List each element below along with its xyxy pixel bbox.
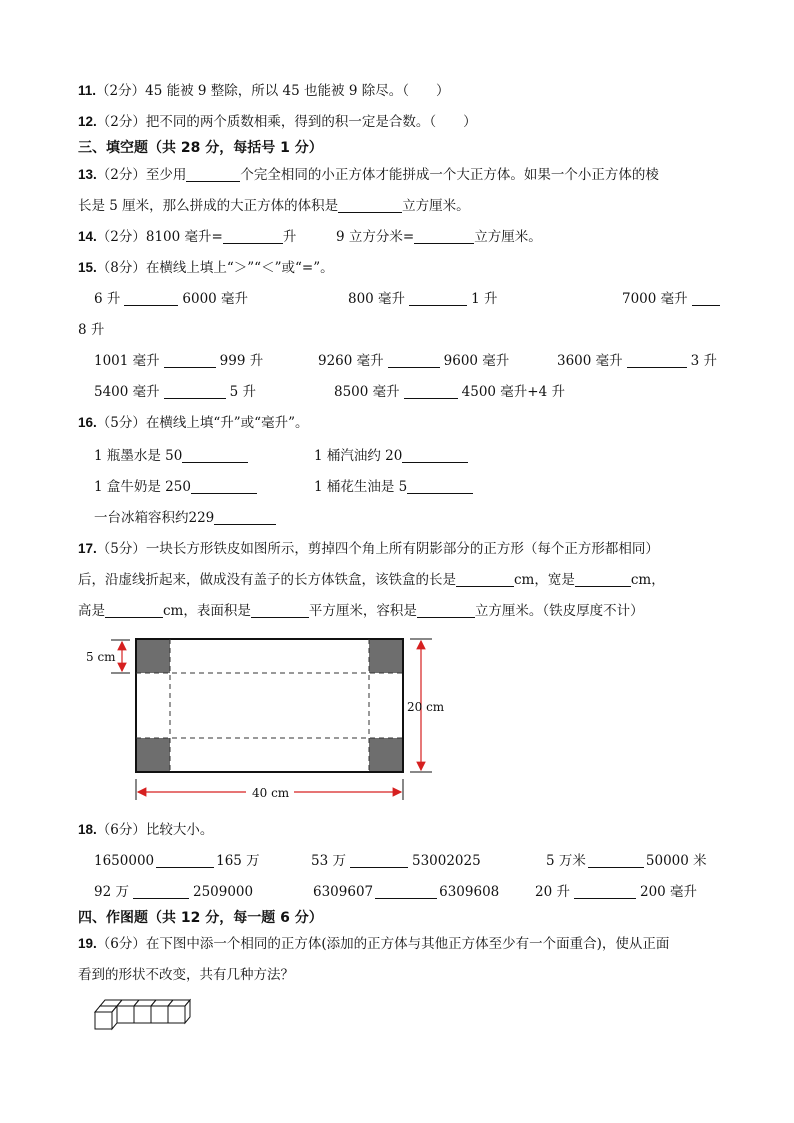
cube bbox=[134, 1006, 151, 1023]
question-text: （2分）至少用 bbox=[96, 167, 187, 183]
item-text: 1 桶花生油是 5 bbox=[314, 479, 408, 495]
item-right: 5 升 bbox=[229, 384, 257, 400]
cube bbox=[168, 1006, 185, 1023]
item-text: 1 盒牛奶是 250 bbox=[94, 479, 191, 495]
item-right: 999 升 bbox=[219, 353, 264, 369]
item-left: 92 万 bbox=[94, 884, 129, 900]
item-right: 6000 毫升 bbox=[182, 291, 249, 307]
dimension-label-left: 5 cm bbox=[86, 650, 116, 664]
item-right: 9600 毫升 bbox=[443, 353, 510, 369]
item-left: 20 升 bbox=[535, 884, 570, 900]
question-number: 13. bbox=[78, 167, 97, 182]
item-right: 3 升 bbox=[690, 353, 718, 369]
corner-square bbox=[369, 738, 402, 771]
question-text: （6分）在下图中添一个相同的正方体(添加的正方体与其他正方体至少有一个面重合)，使从正面 bbox=[96, 936, 670, 952]
item-text: 1 桶汽油约 20 bbox=[314, 448, 403, 464]
question-18 bbox=[78, 821, 213, 839]
cube bbox=[95, 1012, 112, 1029]
question-text: （6分）比较大小。 bbox=[96, 822, 214, 838]
answer-blank[interactable] bbox=[588, 853, 644, 868]
question-text: 升 bbox=[282, 229, 297, 245]
item-left: 5 万米 bbox=[546, 853, 586, 869]
item-right: 1 升 bbox=[471, 291, 498, 307]
item-left: 9260 毫升 bbox=[318, 353, 384, 369]
q18-item bbox=[94, 883, 253, 901]
corner-square bbox=[137, 738, 170, 771]
section-3-heading: 三、填空题（共 28 分，每括号 1 分） bbox=[78, 140, 323, 156]
answer-blank[interactable] bbox=[156, 853, 214, 868]
q18-item bbox=[94, 852, 260, 870]
question-number: 19. bbox=[78, 936, 97, 951]
q18-item bbox=[535, 883, 697, 901]
item-left: 6309607 bbox=[313, 884, 374, 900]
question-number: 11. bbox=[78, 83, 97, 98]
question-text: 高是 bbox=[78, 603, 105, 619]
item-right: 2509000 bbox=[192, 884, 254, 900]
item-left: 8500 毫升 bbox=[334, 384, 400, 400]
question-text: 立方厘米。（铁皮厚度不计） bbox=[474, 603, 644, 619]
question-text: （8分）在横线上填上“＞”“＜”或“=”。 bbox=[96, 260, 334, 276]
question-19-line-2: 看到的形状不改变，共有几种方法？ bbox=[78, 967, 294, 983]
item-right: 4500 毫升+4 升 bbox=[461, 384, 565, 400]
question-text: 个完全相同的小正方体才能拼成一个大正方体。如果一个小正方体的棱 bbox=[240, 167, 659, 183]
dimension-label-bottom: 40 cm bbox=[252, 786, 290, 800]
question-text: cm，表面积是 bbox=[163, 603, 251, 619]
question-text: 立方厘米。 bbox=[402, 198, 470, 214]
corner-square bbox=[137, 640, 170, 673]
item-left: 53 万 bbox=[311, 853, 346, 869]
cube bbox=[151, 1006, 168, 1023]
item-left: 1001 毫升 bbox=[94, 353, 160, 369]
item-right: 200 毫升 bbox=[639, 884, 698, 900]
answer-blank[interactable] bbox=[133, 884, 189, 899]
question-number: 15. bbox=[78, 260, 97, 275]
q18-item bbox=[313, 883, 499, 901]
item-right: 50000 米 bbox=[645, 853, 707, 869]
question-text: （2分）45 能被 9 整除，所以 45 也能被 9 除尽。（ ） bbox=[96, 83, 450, 99]
question-text: （2分）把不同的两个质数相乘，得到的积一定是合数。（ ） bbox=[96, 114, 477, 130]
question-text: cm， bbox=[630, 572, 665, 588]
question-number: 18. bbox=[78, 822, 97, 837]
section-4-heading: 四、作图题（共 12 分，每一题 6 分） bbox=[78, 910, 323, 926]
q18-item bbox=[546, 852, 707, 870]
q18-item bbox=[311, 852, 481, 870]
question-text: 后，沿虚线折起来，做成没有盖子的长方体铁盒，该铁盒的长是 bbox=[78, 572, 456, 588]
item-right: 165 万 bbox=[216, 853, 260, 869]
question-text: cm，宽是 bbox=[514, 572, 575, 588]
cube bbox=[117, 1006, 134, 1023]
item-left: 1650000 bbox=[94, 853, 155, 869]
item-text: 一台冰箱容积约229 bbox=[94, 510, 215, 526]
answer-blank[interactable] bbox=[375, 884, 437, 899]
question-number: 17. bbox=[78, 541, 97, 556]
question-number: 12. bbox=[78, 114, 97, 129]
corner-square bbox=[369, 640, 402, 673]
answer-blank[interactable] bbox=[350, 853, 408, 868]
answer-blank[interactable] bbox=[574, 884, 636, 899]
item-left: 800 毫升 bbox=[348, 291, 406, 307]
dimension-label-right: 20 cm bbox=[407, 700, 445, 714]
question-text: 9 立方分米= bbox=[336, 229, 415, 245]
question-text: 平方厘米，容积是 bbox=[308, 603, 417, 619]
cubes-figure bbox=[95, 1000, 190, 1029]
sheet-rectangle bbox=[136, 639, 403, 772]
question-19 bbox=[78, 935, 669, 953]
question-text: 立方厘米。 bbox=[474, 229, 542, 245]
question-text: （2分）8100 毫升= bbox=[96, 229, 223, 245]
question-text: （5分）一块长方形铁皮如图所示，剪掉四个角上所有阴影部分的正方形（每个正方形都相同） bbox=[96, 541, 659, 557]
question-text: （5分）在横线上填“升”或“毫升”。 bbox=[96, 415, 309, 431]
item-right: 53002025 bbox=[411, 853, 481, 869]
question-number: 16. bbox=[78, 415, 97, 430]
item-left: 6 升 bbox=[94, 291, 121, 307]
item-left: 7000 毫升 bbox=[622, 291, 688, 307]
q15-item-wrap: 8 升 bbox=[78, 322, 105, 338]
question-number: 14. bbox=[78, 229, 97, 244]
item-left: 3600 毫升 bbox=[557, 353, 623, 369]
question-text: 长是 5 厘米，那么拼成的大正方体的体积是 bbox=[78, 198, 339, 214]
item-right: 6309608 bbox=[439, 884, 500, 900]
item-text: 1 瓶墨水是 50 bbox=[94, 448, 183, 464]
item-left: 5400 毫升 bbox=[94, 384, 160, 400]
